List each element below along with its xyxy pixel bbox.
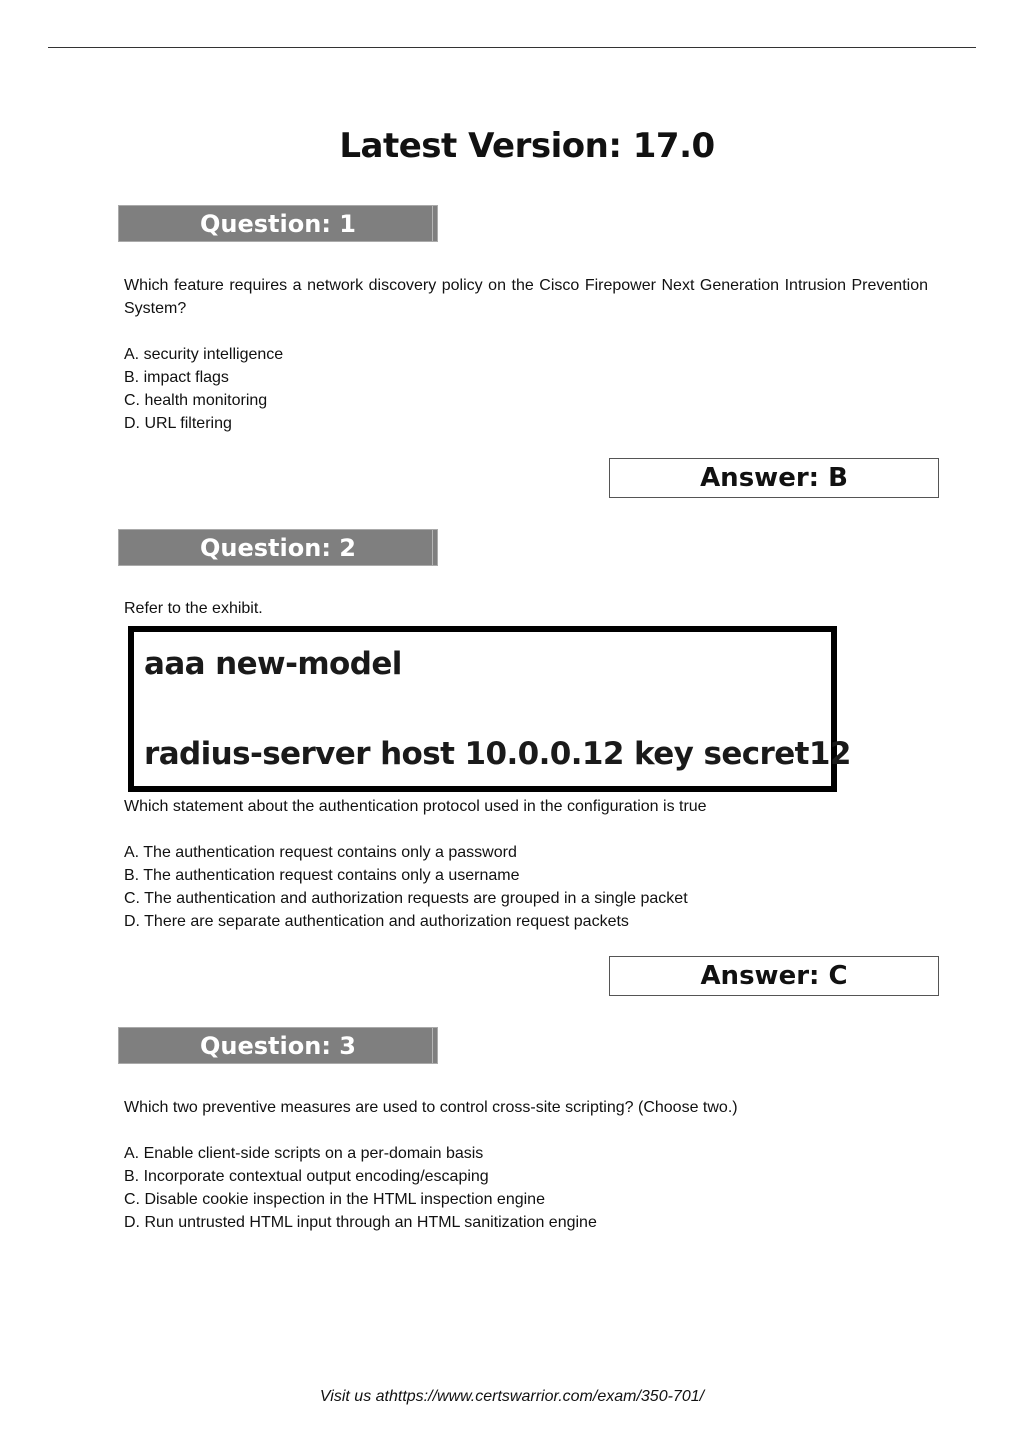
- question-2-text: Which statement about the authentication protocol used in the configuration is true: [124, 798, 707, 815]
- option-b: B. impact flags: [124, 369, 229, 386]
- question-1-header: [118, 205, 438, 242]
- exhibit-line-1: aaa new-model: [144, 646, 402, 682]
- question-3-options: [124, 1142, 928, 1234]
- option-d: D. URL filtering: [124, 415, 232, 432]
- question-2-header: [118, 529, 438, 566]
- exhibit-image: [128, 626, 851, 792]
- option-c: C. health monitoring: [124, 392, 268, 409]
- question-1-answer: Answer: B: [700, 463, 848, 493]
- option-b: B. Incorporate contextual output encoding/escaping: [124, 1168, 489, 1185]
- question-3-text: Which two preventive measures are used to control cross-site scripting? (Choose two.): [124, 1099, 738, 1116]
- option-a: A. security intelligence: [124, 346, 284, 363]
- question-2-options: [124, 841, 928, 933]
- exhibit-line-2: radius-server host 10.0.0.12 key secret12: [144, 736, 851, 772]
- question-2-answer: Answer: C: [700, 961, 848, 991]
- option-c: C. Disable cookie inspection in the HTML inspection engine: [124, 1191, 545, 1208]
- option-d: D. There are separate authentication and authorization request packets: [124, 913, 629, 930]
- option-b: B. The authentication request contains only a username: [124, 867, 520, 884]
- question-2-answer-box: [609, 956, 939, 996]
- option-a: A. Enable client-side scripts on a per-domain basis: [124, 1145, 484, 1162]
- question-1-text: Which feature requires a network discovery policy on the Cisco Firepower Next Generation Intrusion Prevention System?: [124, 277, 928, 317]
- question-1-options: [124, 343, 928, 435]
- option-a: A. The authentication request contains only a password: [124, 844, 517, 861]
- question-2-intro: Refer to the exhibit.: [124, 600, 263, 617]
- option-d: D. Run untrusted HTML input through an HTML sanitization engine: [124, 1214, 597, 1231]
- question-2-label: Question: 2: [200, 534, 356, 562]
- question-3-label: Question: 3: [200, 1032, 356, 1060]
- option-c: C. The authentication and authorization requests are grouped in a single packet: [124, 890, 688, 907]
- question-1-answer-box: [609, 458, 939, 498]
- question-1-label: Question: 1: [200, 210, 356, 238]
- footer-link[interactable]: Visit us athttps://www.certswarrior.com/exam/350-701/: [319, 1388, 705, 1405]
- question-3-header: [118, 1027, 438, 1064]
- top-divider: [48, 47, 976, 48]
- page-title: Latest Version: 17.0: [339, 126, 715, 166]
